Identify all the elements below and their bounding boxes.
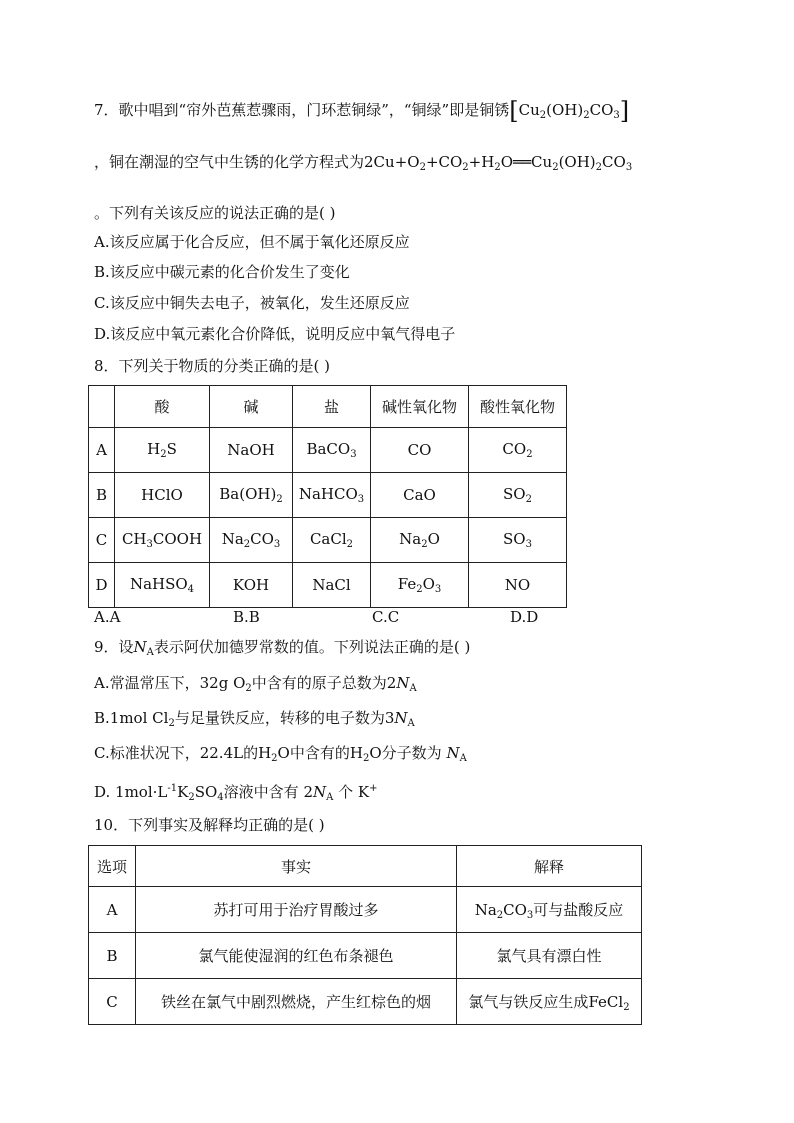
q10-stem: 10．下列事实及解释均正确的是( ) <box>94 816 325 834</box>
q9-b-text: B.1mol <box>94 709 148 727</box>
q9-option-b: B.1mol $Cl_2$与足量铁反应，转移的电子数为$3N_A$ <box>94 709 415 729</box>
fact-cell: 苏打可用于治疗胃酸过多 <box>136 887 457 933</box>
header-cell <box>89 386 115 428</box>
explain-cell: 氯气与铁反应生成FeCl$_2$ <box>457 979 642 1025</box>
explain-text: 可与盐酸反应 <box>533 900 624 919</box>
table-cell: NO <box>469 563 567 608</box>
table-cell: NaHCO$_3$ <box>293 473 371 518</box>
table-row <box>89 933 642 979</box>
q9-c-text: C.标准状况下，22.4L的 <box>94 744 259 762</box>
table-cell: NaCl <box>293 563 371 608</box>
q10-facts-table <box>88 845 642 1025</box>
table-row <box>89 518 567 563</box>
table-header-row <box>89 846 642 887</box>
q7-option-d: D.该反应中氧元素化合价降低，说明反应中氧气得电子 <box>94 325 456 343</box>
header-cell: 碱 <box>210 386 293 428</box>
q9-stem-suffix: 表示阿伏加德罗常数的值。下列说法正确的是( ) <box>153 638 471 656</box>
row-label: B <box>89 933 136 979</box>
right-bracket: ] <box>619 97 630 125</box>
table-cell: $SO_2$ <box>469 473 567 518</box>
q7-stem-text: 7．歌中唱到“帘外芭蕉惹骤雨，门环惹铜绿”，“铜绿”即是铜锈 <box>94 101 510 119</box>
table-cell: $H_2S$ <box>115 428 210 473</box>
table-row <box>89 473 567 518</box>
q8-option-d: D.D <box>510 608 539 626</box>
table-row <box>89 428 567 473</box>
q9-option-c: C.标准状况下，22.4L的$H_2O$中含有的$H_2O$分子数为 $N_A$ <box>94 744 467 764</box>
q9-d-text: D. 1mol·L <box>94 783 168 801</box>
header-cell: 解释 <box>457 846 642 887</box>
q7-line-2 <box>94 152 632 178</box>
row-label: A <box>89 887 136 933</box>
table-cell: $CH_3COOH$ <box>115 518 210 563</box>
q9-stem-prefix: 9．设 <box>94 638 134 656</box>
q9-a-text: A.常温常压下，32 <box>94 674 219 692</box>
table-cell: $CO_2$ <box>469 428 567 473</box>
table-cell: HClO <box>115 473 210 518</box>
row-label: C <box>89 979 136 1025</box>
table-cell: $SO_3$ <box>469 518 567 563</box>
table-cell: BaCO$_3$ <box>293 428 371 473</box>
row-label: A <box>89 428 115 473</box>
q8-option-c: C.C <box>372 608 400 626</box>
explain-cell: $Na_2CO_3$可与盐酸反应 <box>457 887 642 933</box>
table-cell: NaOH <box>210 428 293 473</box>
header-cell: 事实 <box>136 846 457 887</box>
row-label: B <box>89 473 115 518</box>
q9-d-text-3: 个 <box>338 783 354 801</box>
row-label: D <box>89 563 115 608</box>
q7-equation-intro: ，铜在潮湿的空气中生锈的化学方程式为 <box>94 153 365 171</box>
header-cell: 酸 <box>115 386 210 428</box>
q8-stem: 8．下列关于物质的分类正确的是( ) <box>94 357 331 375</box>
q7-option-c: C.该反应中铜失去电子，被氧化，发生还原反应 <box>94 294 410 312</box>
q7-equation: $2Cu+O_2+CO_2+H_2O══Cu_2(OH)_2CO_3$ <box>364 153 633 173</box>
q9-a-text-2: 中含有的原子总数为 <box>251 674 387 692</box>
table-cell: $Na_2CO_3$ <box>210 518 293 563</box>
table-header-row <box>89 386 567 428</box>
table-cell: CaO <box>371 473 469 518</box>
header-cell: 选项 <box>89 846 136 887</box>
explain-cell: 氯气具有漂白性 <box>457 933 642 979</box>
q9-d-text-2: 溶液中含有 <box>223 783 299 801</box>
table-cell: $Ba(OH)_2$ <box>210 473 293 518</box>
header-cell: 酸性氧化物 <box>469 386 567 428</box>
q7-question: 。下列有关该反应的说法正确的是( ) <box>94 204 336 222</box>
table-cell: CO <box>371 428 469 473</box>
table-row <box>89 979 642 1025</box>
q9-option-d: D. $1mol\cdot L^{-1}K_2SO_4$溶液中含有 $2N_A$ 个 K+ <box>94 783 378 803</box>
q9-b-text-2: 与足量铁反应，转移的电子数为 <box>174 709 385 727</box>
q8-option-b: B.B <box>233 608 260 626</box>
q8-classification-table <box>88 385 567 608</box>
q9-option-a: A.常温常压下，32g $O_2$中含有的原子总数为$2N_A$ <box>94 674 417 694</box>
header-cell: 碱性氧化物 <box>371 386 469 428</box>
table-row <box>89 563 567 608</box>
q7-line-1: 7．歌中唱到“帘外芭蕉惹骤雨，门环惹铜绿”，“铜绿”即是铜锈$[Cu_2(OH)_2CO_3]$ <box>94 97 630 125</box>
table-cell: $Na_2O$ <box>371 518 469 563</box>
fact-cell: 铁丝在氯气中剧烈燃烧，产生红棕色的烟 <box>136 979 457 1025</box>
q9-c-text-2: 中含有的 <box>289 744 350 762</box>
q8-answer-options <box>94 608 564 628</box>
table-row <box>89 887 642 933</box>
explain-text: 氯气与铁反应生成 <box>468 992 589 1011</box>
header-cell: 盐 <box>293 386 371 428</box>
table-cell: NaHSO$_4$ <box>115 563 210 608</box>
q7-option-b: B.该反应中碳元素的化合价发生了变化 <box>94 263 350 281</box>
row-label: C <box>89 518 115 563</box>
table-cell: CaCl$_2$ <box>293 518 371 563</box>
q9-stem: 9．设$N_A$表示阿伏加德罗常数的值。下列说法正确的是( ) <box>94 638 471 658</box>
q8-option-a: A.A <box>94 608 121 626</box>
q7-option-a: A.该反应属于化合反应，但不属于氧化还原反应 <box>94 233 410 251</box>
left-bracket: [ <box>509 97 519 125</box>
q9-c-text-3: 分子数为 <box>381 744 442 762</box>
table-cell: $Fe_2O_3$ <box>371 563 469 608</box>
table-cell: KOH <box>210 563 293 608</box>
fact-cell: 氯气能使湿润的红色布条褪色 <box>136 933 457 979</box>
